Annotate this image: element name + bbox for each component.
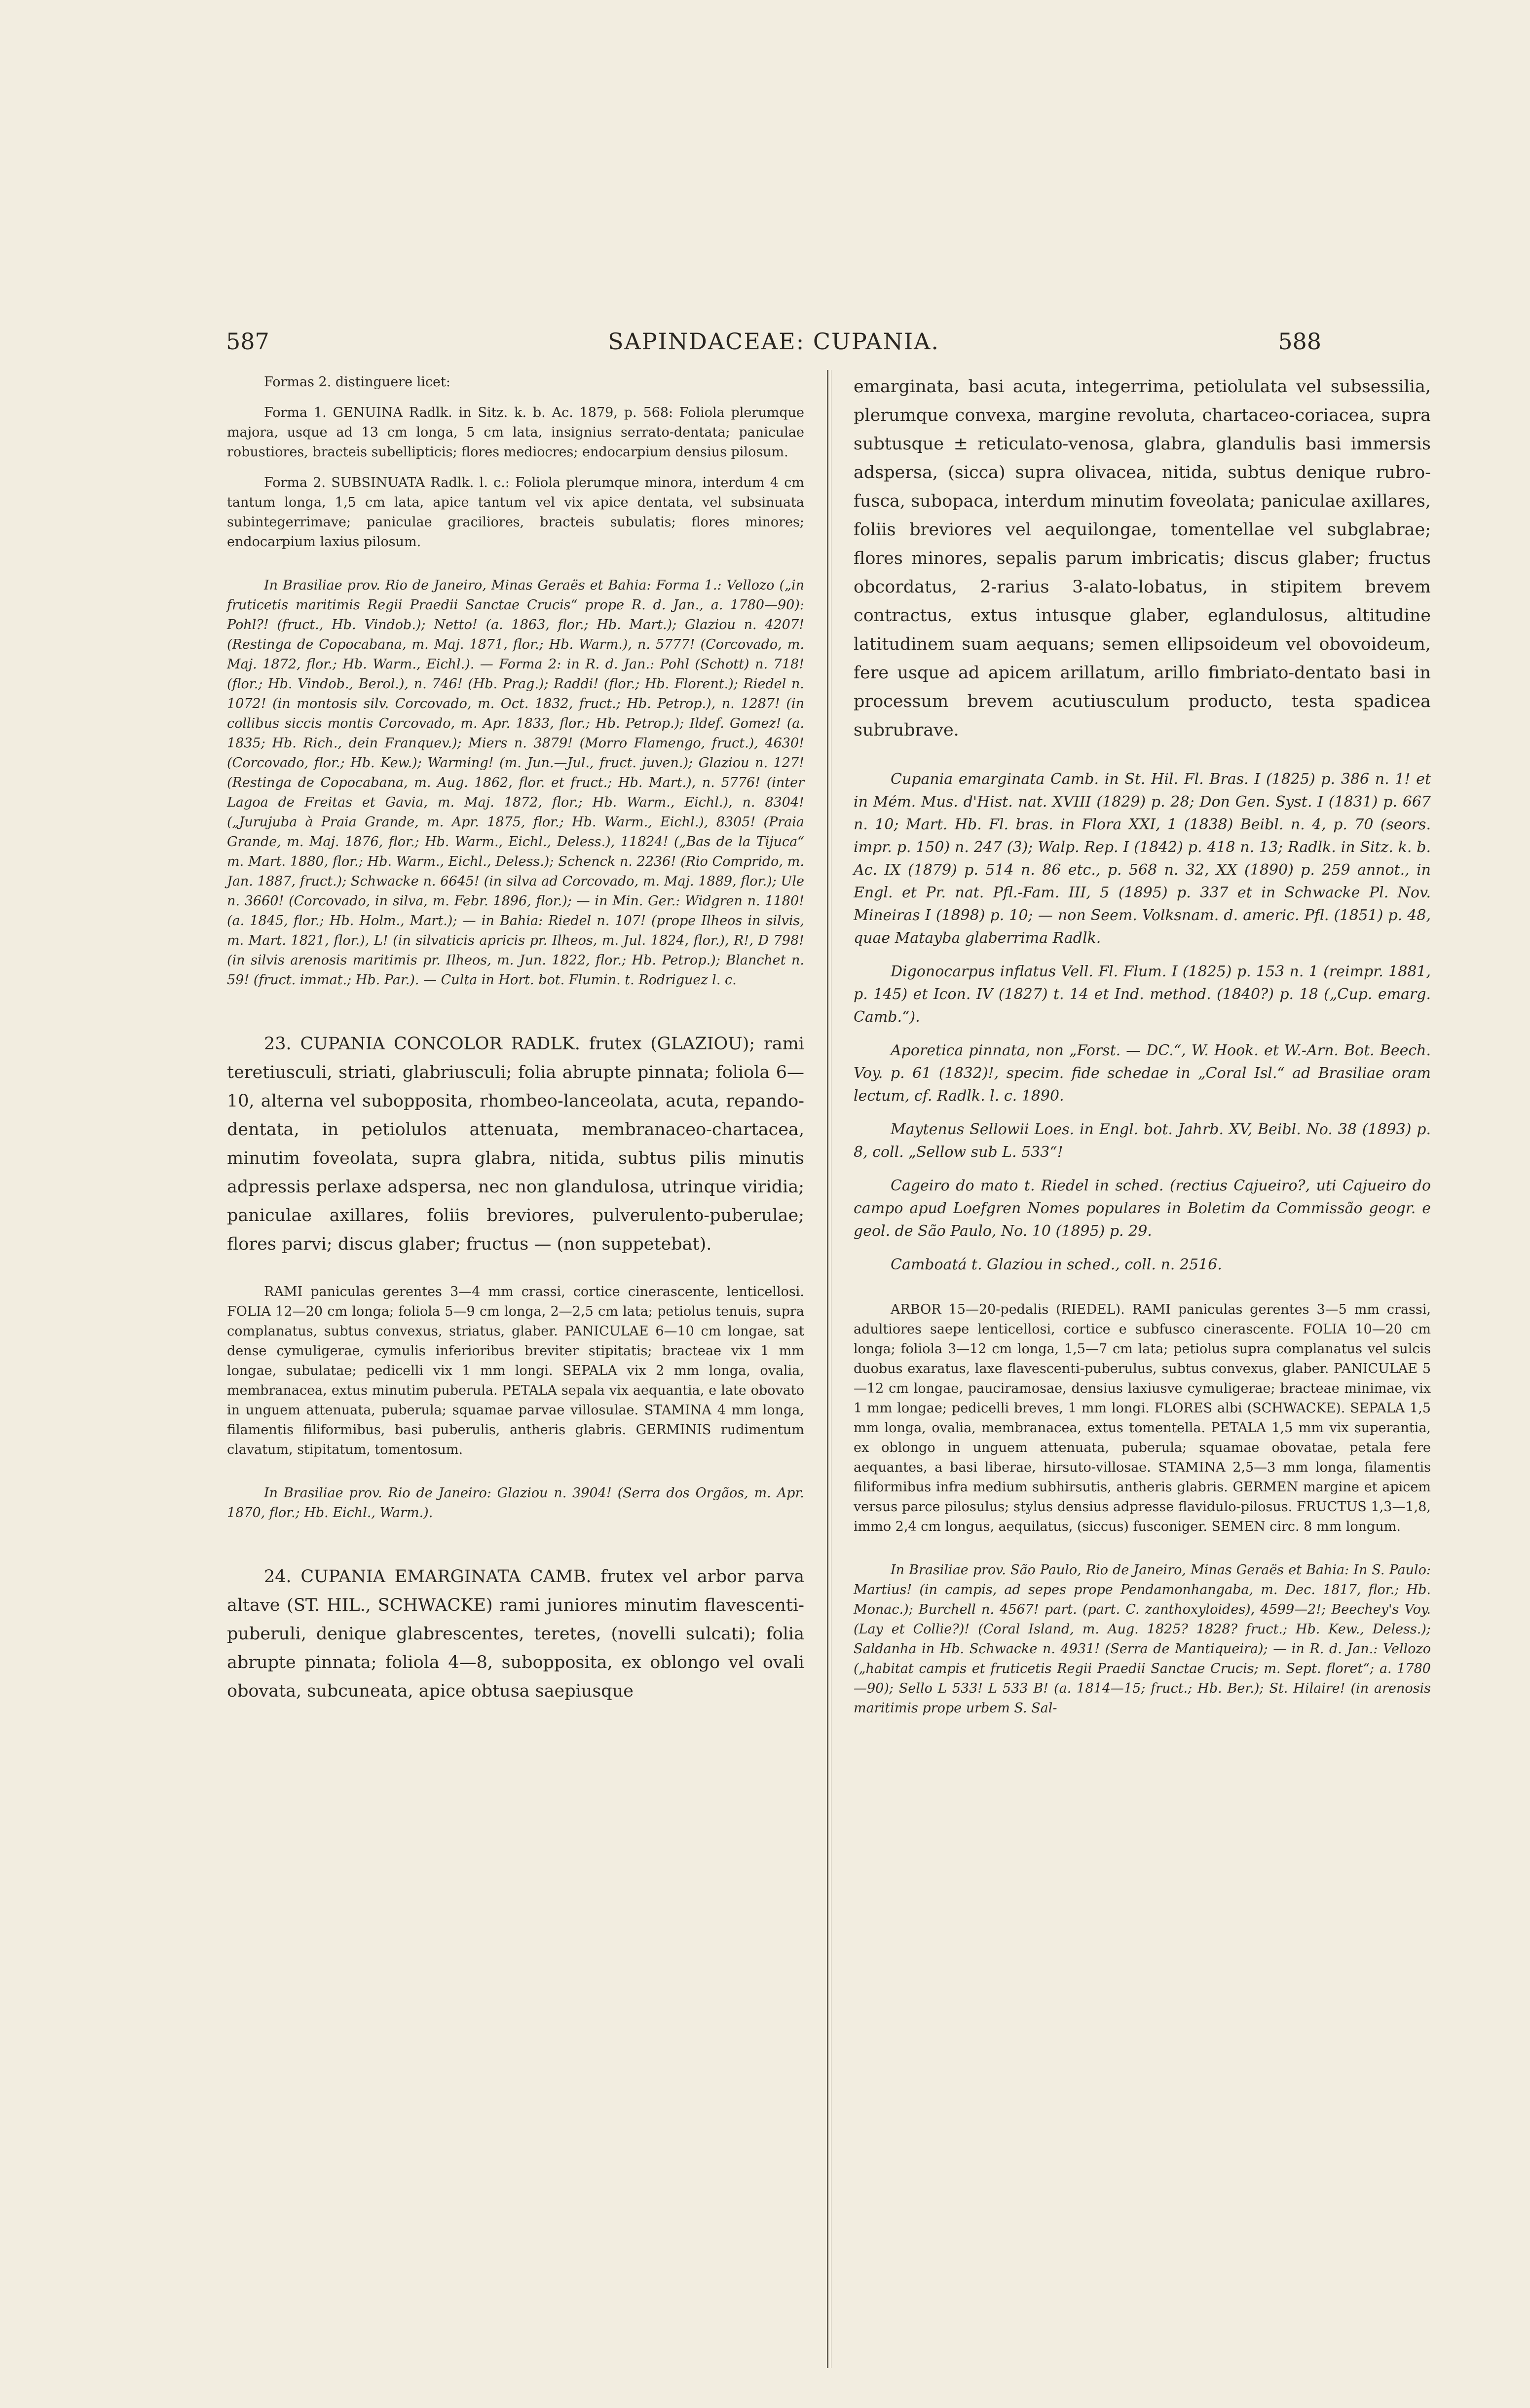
- vernacular-camboata: Camboatá t. Glaziou in sched., coll. n. 2516.: [891, 1256, 1222, 1273]
- page-header: [226, 328, 1321, 358]
- column-divider: [827, 370, 828, 2368]
- running-title: SAPINDACEAE: CUPANIA.: [607, 328, 940, 355]
- left-page-number: 587: [226, 328, 269, 355]
- species-23-diagnosis: 23. CUPANIA CONCOLOR RADLK. frutex (GLAZIOU); rami teretiusculi, striati, glabriusculi; folia abrupte pinnata; foliola 6—10, alterna vel subopposita, rhombeo-lanceolata, acuta, repando-dentata, in petiolulos attenuata, membranaceo-chartacea, minutim foveolata, supra glabra, nitida, subtus pilis minutis adpressis perlaxe adspersa, nec non glandulosa, utrinque viridia; paniculae axillares, foliis breviores, pulverulento-puberulae; flores parvi; discus glaber; fructus — (non suppetebat).: [227, 1034, 804, 1254]
- right-page-number: 588: [1278, 328, 1321, 355]
- synonym-maytenus: Maytenus Sellowii Loes. in Engl. bot. Jahrb. XV, Beibl. No. 38 (1893) p. 8, coll. „Sellow sub L. 533“!: [854, 1121, 1431, 1161]
- species-24-description: ARBOR 15—20-pedalis (RIEDEL). RAMI paniculas gerentes 3—5 mm crassi, adultiores saepe lenticellosi, cortice e subfusco cinerascente. FOLIA 10—20 cm longa; foliola 3—12 cm longa, 1,5—7 cm lata; petiolus supra complanatus vel sulcis duobus exaratus, laxe flavescenti-puberulus, subtus convexus, glaber. PANICULAE 5—12 cm longae, pauciramosae, densius laxiusve cymuligerae; bracteae minimae, vix 1 mm longae; pedicelli breves, 1 mm longi. FLORES albi (SCHWACKE). SEPALA 1,5 mm longa, ovalia, membranacea, extus tomentella. PETALA 1,5 mm vix superantia, ex oblongo in unguem attenuata, puberula; squamae obovatae, petala fere aequantes, a basi liberae, hirsuto-villosae. STAMINA 2,5—3 mm longa, filamentis filiformibus infra medium subhirsutis, antheris glabris. GERMEN margine et apicem versus parce pilosulus; stylus densius adpresse flavidulo-pilosus. FRUCTUS 1,3—1,8, immo 2,4 cm longus, aequilatus, (siccus) fusconiger. SEMEN circ. 8 mm longum.: [854, 1302, 1431, 1534]
- vernacular-cageiro: Cageiro do mato t. Riedel in sched. (rectius Cajueiro?, uti Cajueiro do campo apud Loefgren Nomes populares in Boletim da Commissão geogr. e geol. de São Paulo, No. 10 (1895) p. 29.: [854, 1177, 1431, 1240]
- species-24-diagnosis: 24. CUPANIA EMARGINATA CAMB. frutex vel arbor parva altave (ST. HIL., SCHWACKE) rami juniores minutim flavescenti-puberuli, denique glabrescentes, teretes, (novelli sulcati); folia abrupte pinnata; foliola 4—8, subopposita, ex oblongo vel ovali obovata, subcuneata, apice obtusa saepiusque: [227, 1567, 804, 1701]
- left-column: [227, 372, 804, 1705]
- species-23-description: RAMI paniculas gerentes 3—4 mm crassi, cortice cinerascente, lenticellosi. FOLIA 12—20 cm longa; foliola 5—9 cm longa, 2—2,5 cm lata; petiolus tenuis, supra complanatus, subtus convexus, striatus, glaber. PANICULAE 6—10 cm longae, sat dense cymuligerae, cymulis inferioribus breviter stipitatis; bracteae vix 1 mm longae, subulatae; pedicelli vix 1 mm longi. SEPALA vix 2 mm longa, ovalia, membranacea, extus minutim puberula. PETALA sepala vix aequantia, e late obovato in unguem attenuata, puberula; squamae parvae villosulae. STAMINA 4 mm longa, filamentis filiformibus, basi puberulis, antheris glabris. GERMINIS rudimentum clavatum, stipitatum, tomentosum.: [227, 1284, 804, 1457]
- distribution-23: In Brasiliae prov. Rio de Janeiro: Glaziou n. 3904! (Serra dos Orgãos, m. Apr. 1870, flor.; Hb. Eichl., Warm.).: [227, 1485, 804, 1520]
- formas-intro: Formas 2. distinguere licet:: [264, 374, 450, 390]
- synonym-digonocarpus: Digonocarpus inflatus Vell. Fl. Flum. I (1825) p. 153 n. 1 (reimpr. 1881, p. 145) et Icon. IV (1827) t. 14 et Ind. method. (1840?) p. 18 („Cup. emarg. Camb.“).: [854, 963, 1431, 1026]
- forma-2-description: Forma 2. SUBSINUATA Radlk. l. c.: Foliola plerumque minora, interdum 4 cm tantum longa, 1,5 cm lata, apice tantum vel vix apice dentata, vel subsinuata subintegerrimave; paniculae graciliores, bracteis subulatis; flores minores; endocarpium laxius pilosum.: [227, 475, 804, 550]
- forma-1-description: Forma 1. GENUINA Radlk. in Sitz. k. b. Ac. 1879, p. 568: Foliola plerumque majora, usque ad 13 cm longa, 5 cm lata, insignius serrato-dentata; paniculae robustiores, bracteis subellipticis; flores mediocres; endocarpium densius pilosum.: [227, 405, 804, 460]
- distribution-22: In Brasiliae prov. Rio de Janeiro, Minas Geraës et Bahia: Forma 1.: Vellozo („in fruticetis maritimis Regii Praedii Sanctae Crucis“ prope R. d. Jan., a. 1780—90): Pohl?! (fruct., Hb. Vindob.); Netto! (a. 1863, flor.; Hb. Mart.); Glaziou n. 4207! (Restinga de Copocabana, m. Maj. 1871, flor.; Hb. Warm.), n. 5777! (Corcovado, m. Maj. 1872, flor.; Hb. Warm., Eichl.). — Forma 2: in R. d. Jan.: Pohl (Schott) n. 718! (flor.; Hb. Vindob., Berol.), n. 746! (Hb. Prag.); Raddi! (flor.; Hb. Florent.); Riedel n. 1072! (in montosis silv. Corcovado, m. Oct. 1832, fruct.; Hb. Petrop.), n. 1287! (in collibus siccis montis Corcovado, m. Apr. 1833, flor.; Hb. Petrop.); Ildef. Gomez! (a. 1835; Hb. Rich., dein Franquev.); Miers n. 3879! (Morro Flamengo, fruct.), 4630! (Corcovado, flor.; Hb. Kew.); Warming! (m. Jun.—Jul., fruct. juven.); Glaziou n. 127! (Restinga de Copocabana, m. Aug. 1862, flor. et fruct.; Hb. Mart.), n. 5776! (inter Lagoa de Freitas et Gavia, m. Maj. 1872, flor.; Hb. Warm., Eichl.), n. 8304! („Jurujuba à Praia Grande, m. Apr. 1875, flor.; Hb. Warm., Eichl.), 8305! (Praia Grande, m. Maj. 1876, flor.; Hb. Warm., Eichl., Deless.), 11824! („Bas de la Tijuca“ m. Mart. 1880, flor.; Hb. Warm., Eichl., Deless.); Schenck n. 2236! (Rio Comprido, m. Jan. 1887, fruct.); Schwacke n. 6645! (in silva ad Corcovado, m. Maj. 1889, flor.); Ule n. 3660! (Corcovado, in silva, m. Febr. 1896, flor.); — in Min. Ger.: Widgren n. 1180! (a. 1845, flor.; Hb. Holm., Mart.); — in Bahia: Riedel n. 107! (prope Ilheos in silvis, m. Mart. 1821, flor.), L! (in silvaticis apricis pr. Ilheos, m. Jul. 1824, flor.), R!, D 798! (in silvis arenosis maritimis pr. Ilheos, m. Jun. 1822, flor.; Hb. Petrop.); Blanchet n. 59! (fruct. immat.; Hb. Par.). — Culta in Hort. bot. Flumin. t. Rodriguez l. c.: [227, 578, 804, 988]
- species-24-diagnosis-continued: emarginata, basi acuta, integerrima, petiolulata vel subsessilia, plerumque convexa, margine revoluta, chartaceo-coriacea, supra subtusque ± reticulato-venosa, glabra, glandulis basi immersis adspersa, (sicca) supra olivacea, nitida, subtus denique rubro-fusca, subopaca, interdum minutim foveolata; paniculae axillares, foliis breviores vel aequilongae, tomentellae vel subglabrae; flores minores, sepalis parum imbricatis; discus glaber; fructus obcordatus, 2-rarius 3-alato-lobatus, in stipitem brevem contractus, extus intusque glaber, eglandulosus, altitudine latitudinem suam aequans; semen ellipsoideum vel obovoideum, fere usque ad apicem arillatum, arillo fimbriato-dentato basi in processum brevem acutiusculum producto, testa spadicea subrubrave.: [854, 377, 1431, 740]
- distribution-24: In Brasiliae prov. São Paulo, Rio de Janeiro, Minas Geraës et Bahia: In S. Paulo: Martius! (in campis, ad sepes prope Pendamonhangaba, m. Dec. 1817, flor.; Hb. Monac.); Burchell n. 4567! part. (part. C. zanthoxyloides), 4599—2!; Beechey's Voy. (Lay et Collie?)! (Coral Island, m. Aug. 1825? 1828? fruct.; Hb. Kew., Deless.); Saldanha in Hb. Schwacke n. 4931! (Serra de Mantiqueira); — in R. d. Jan.: Vellozo („habitat campis et fruticetis Regii Praedii Sanctae Crucis; m. Sept. floret“; a. 1780—90); Sello L 533! L 533 B! (a. 1814—15; fruct.; Hb. Ber.); St. Hilaire! (in arenosis maritimis prope urbem S. Sal-: [854, 1562, 1431, 1716]
- synonym-cupania-emarginata: Cupania emarginata Camb. in St. Hil. Fl. Bras. I (1825) p. 386 n. 1! et in Mém. Mus. d'Hist. nat. XVIII (1829) p. 28; Don Gen. Syst. I (1831) p. 667 n. 10; Mart. Hb. Fl. bras. in Flora XXI, 1 (1838) Beibl. n. 4, p. 70 (seors. impr. p. 150) n. 247 (3); Walp. Rep. I (1842) p. 418 n. 13; Radlk. in Sitz. k. b. Ac. IX (1879) p. 514 n. 86 etc., p. 568 n. 32, XX (1890) p. 259 annot., in Engl. et Pr. nat. Pfl.-Fam. III, 5 (1895) p. 337 et in Schwacke Pl. Nov. Mineiras I (1898) p. 10; — non Seem. Volksnam. d. americ. Pfl. (1851) p. 48, quae Matayba glaberrima Radlk.: [854, 771, 1431, 947]
- right-column: [854, 372, 1431, 1718]
- synonym-aporetica: Aporetica pinnata, non „Forst. — DC.“, W. Hook. et W.-Arn. Bot. Beech. Voy. p. 61 (1832)!, specim. fide schedae in „Coral Isl.“ ad Brasiliae oram lectum, cf. Radlk. l. c. 1890.: [854, 1042, 1431, 1105]
